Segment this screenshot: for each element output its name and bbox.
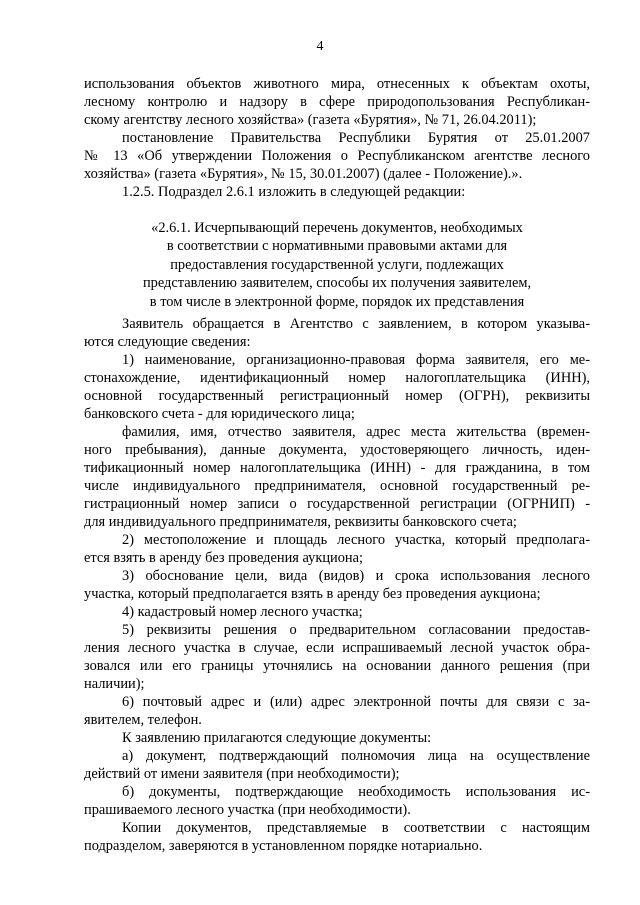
text-line: постановление Правительства Республики Бурятия от 25.01.2007: [122, 130, 590, 146]
heading-line: в соответствии с нормативными правовыми актами для: [166, 238, 508, 255]
text-line: ется взять в аренду без проведения аукциона;: [84, 550, 364, 566]
text-line: для индивидуального предпринимателя, реквизиты банковского счета;: [84, 514, 517, 530]
text-line: участка, который предполагается взять в аренду без проведения аукциона;: [84, 586, 541, 602]
text-line: основной государственный регистрационный номер (ОГРН), реквизиты: [84, 388, 590, 404]
text-line: использования объектов животного мира, отнесенных к объектам охоты,: [84, 76, 590, 92]
text-line: числе индивидуального предпринимателя, основной государственный ре-: [84, 478, 590, 494]
text-line: наличии);: [84, 676, 145, 692]
text-line: № 13 «Об утверждении Положения о Республиканском агентстве лесного: [84, 148, 590, 164]
text-line: ются следующие сведения:: [84, 334, 251, 350]
text-line: 4) кадастровый номер лесного участка;: [122, 604, 363, 620]
text-line: подразделом, заверяются в установленном порядке нотариально.: [84, 838, 483, 854]
text-line: скому агентству лесного хозяйства» (газета «Бурятия», № 71, 26.04.2011);: [84, 112, 537, 128]
text-line: стонахождение, идентификационный номер налогоплательщика (ИНН),: [84, 370, 590, 386]
text-line: Заявитель обращается в Агентство с заявлением, в котором указыва-: [122, 316, 590, 332]
text-line: 1.2.5. Подраздел 2.6.1 изложить в следующей редакции:: [122, 184, 466, 200]
heading-line: «2.6.1. Исчерпывающий перечень документов, необходимых: [151, 220, 523, 236]
text-line: прашиваемого лесного участка (при необходимости).: [84, 802, 411, 818]
text-line: хозяйства» (газета «Бурятия», № 15, 30.01.2007) (далее - Положение).».: [84, 166, 523, 182]
text-line: ного пребывания), данные документа, удостоверяющего личность, иден-: [84, 442, 590, 458]
text-line: 5) реквизиты решения о предварительном согласовании предостав-: [122, 622, 590, 638]
text-line: явителем, телефон.: [84, 712, 202, 728]
text-line: действий от имени заявителя (при необходимости);: [84, 766, 400, 782]
heading-line: представлению заявителем, способы их получения заявителем,: [142, 275, 532, 292]
text-line: К заявлению прилагаются следующие документы:: [122, 730, 432, 746]
text-line: тификационный номер налогоплательщика (ИНН) - для гражданина, в том: [84, 460, 590, 476]
heading-line: предоставления государственной услуги, подлежащих: [170, 256, 504, 273]
text-line: банковского счета - для юридического лица;: [84, 406, 355, 422]
text-line: зовался или его границы уточнялись на основании данного решения (при: [84, 658, 590, 674]
intro-text-block: [84, 75, 590, 201]
text-line: ления лесного участка в случае, если испрашиваемый лесной участок обра-: [84, 640, 590, 656]
text-line: 1) наименование, организационно-правовая форма заявителя, его ме-: [122, 352, 590, 368]
text-line: 3) обоснование цели, вида (видов) и срока использования лесного: [122, 568, 590, 584]
text-line: фамилия, имя, отчество заявителя, адрес места жительства (времен-: [122, 424, 590, 440]
text-line: 6) почтовый адрес и (или) адрес электронной почты для связи с за-: [122, 694, 590, 710]
text-line: Копии документов, представляемые в соответствии с настоящим: [122, 820, 590, 836]
body-text-block: [84, 315, 590, 855]
text-line: б) документы, подтверждающие необходимость использования ис-: [122, 784, 590, 800]
text-line: 2) местоположение и площадь лесного участка, который предполага-: [122, 532, 590, 548]
text-line: гистрационный номер записи о государственной регистрации (ОГРНИП) -: [84, 496, 590, 512]
text-line: а) документ, подтверждающий полномочия лица на осуществление: [122, 748, 590, 764]
section-heading: [84, 219, 590, 311]
heading-line: в том числе в электронной форме, порядок их представления: [149, 293, 525, 310]
text-line: лесному контролю и надзору в сфере природопользования Республикан-: [84, 94, 590, 110]
page-number: 4: [316, 39, 324, 54]
